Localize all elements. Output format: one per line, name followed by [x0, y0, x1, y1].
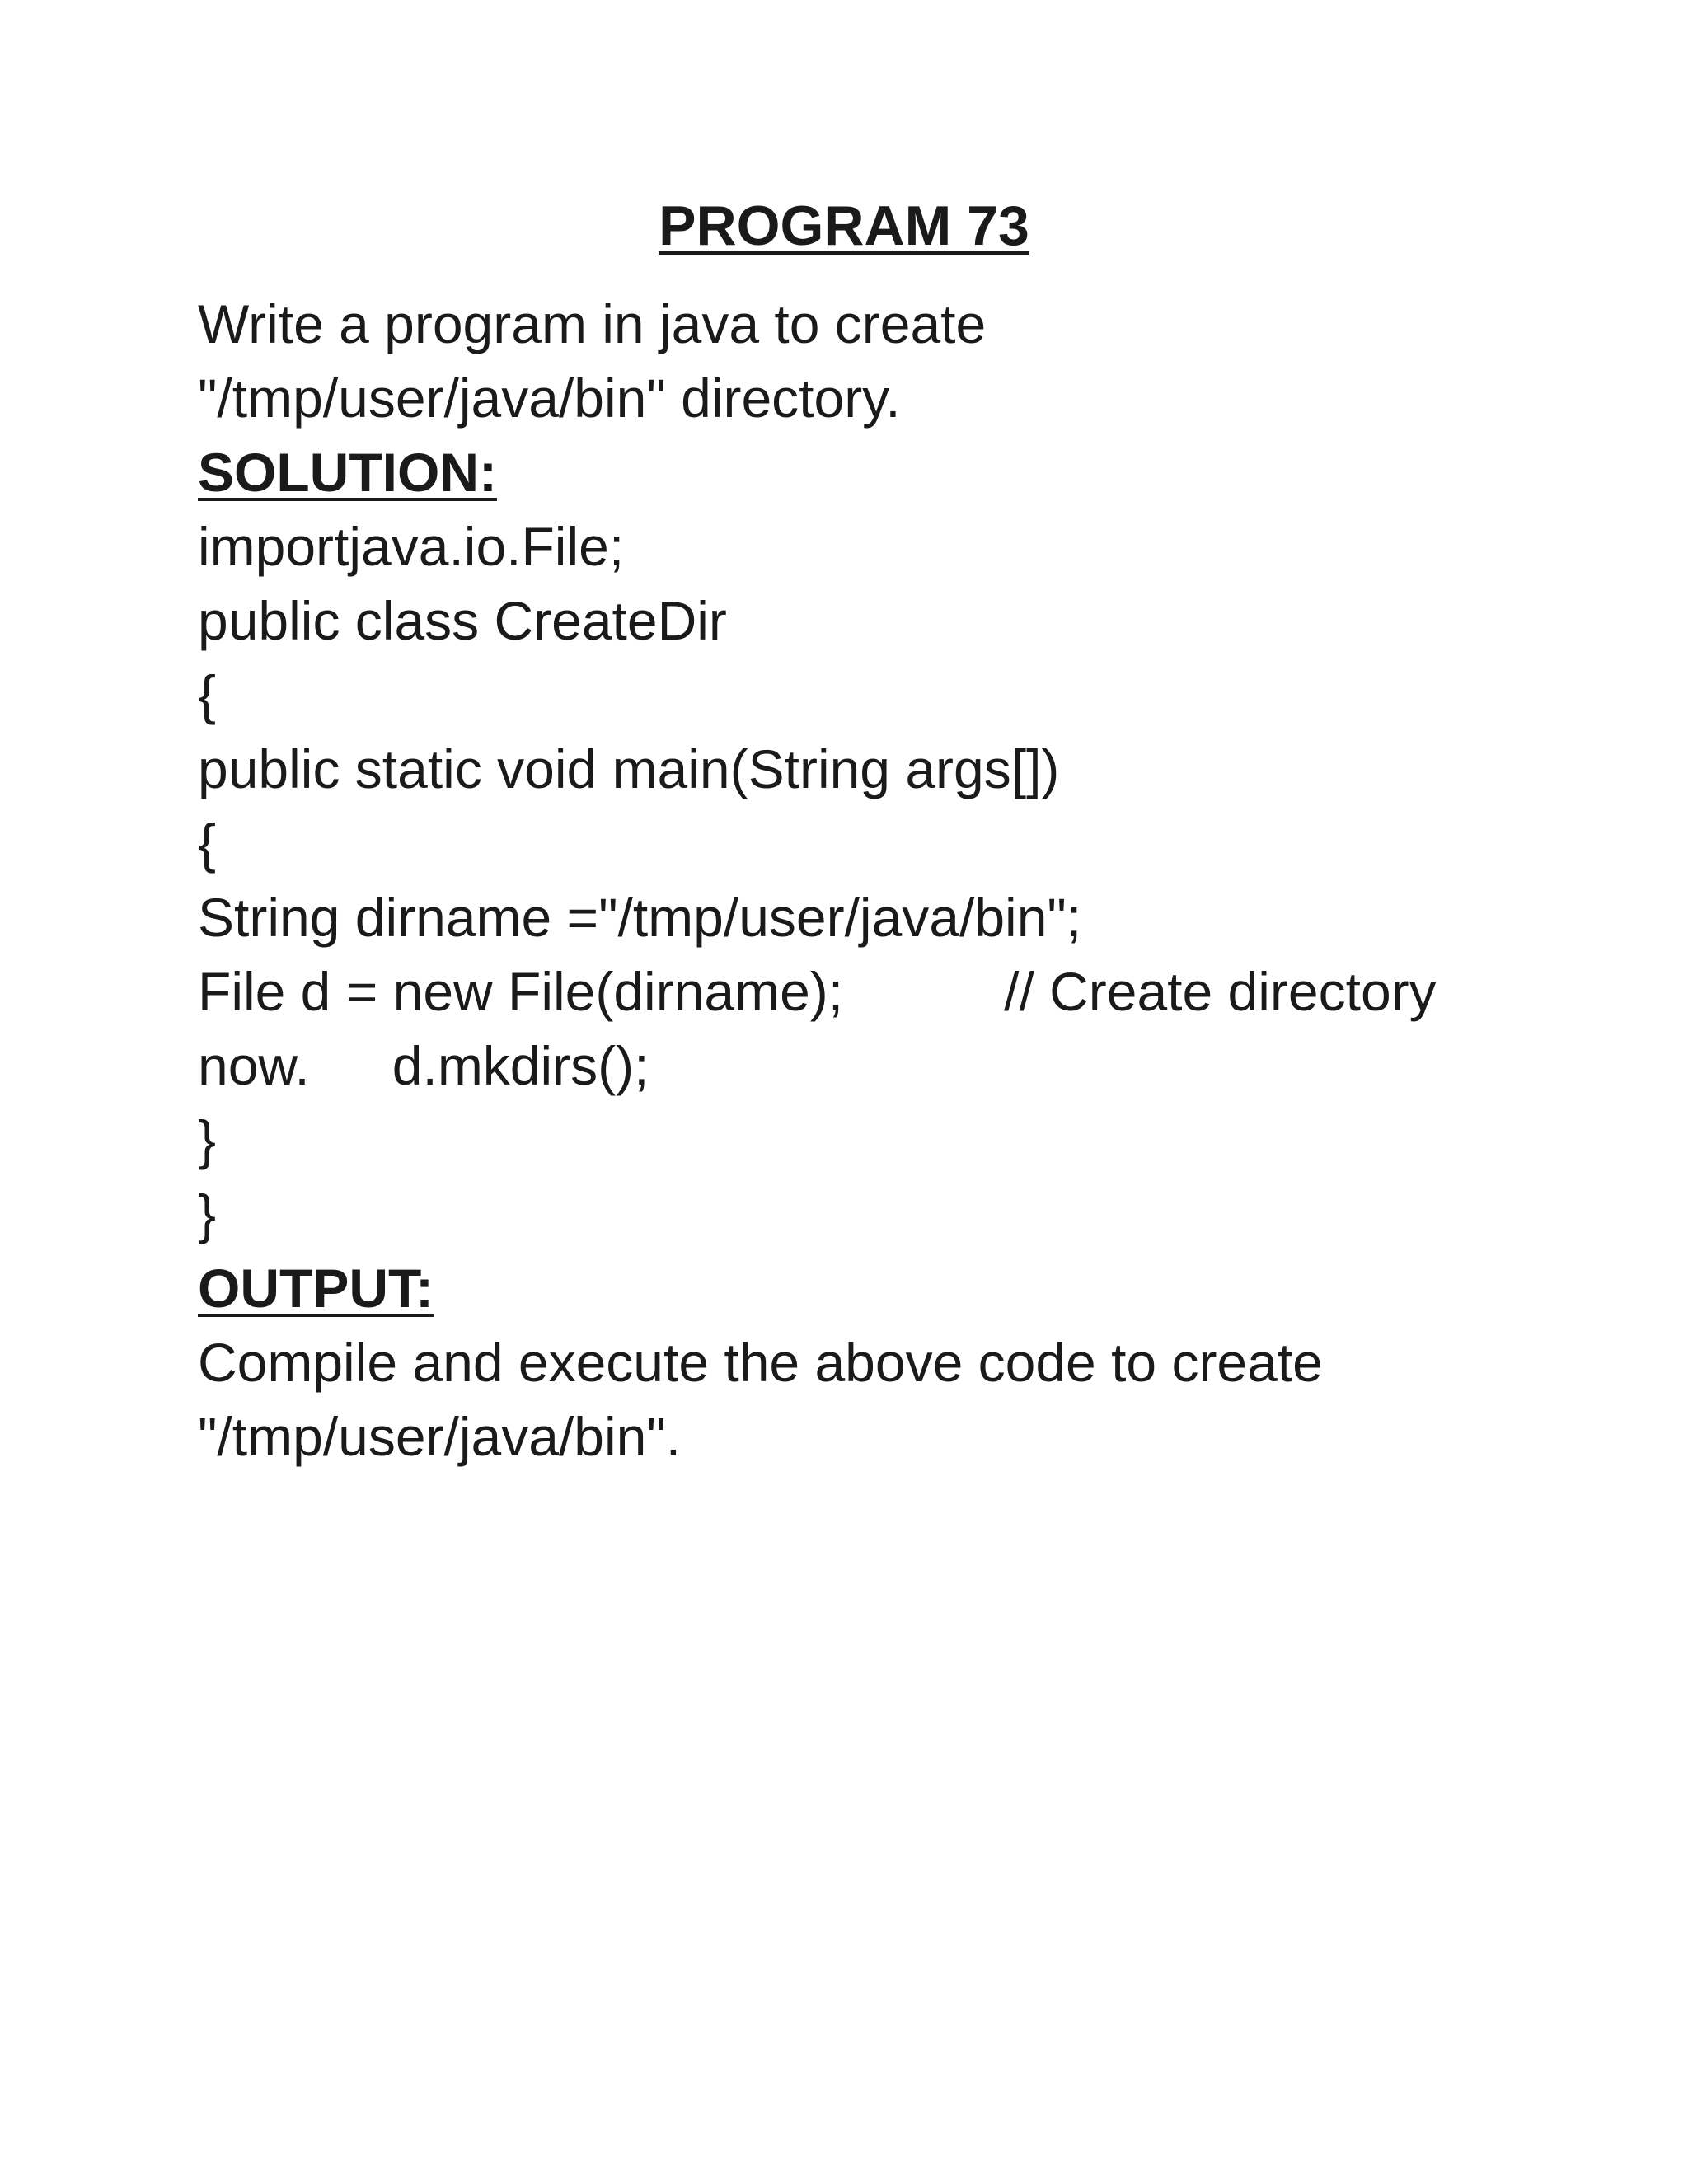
code-line-close-brace: }	[198, 1109, 217, 1170]
code-comment-continuation: now.	[198, 1035, 310, 1096]
output-heading-row	[198, 1251, 1599, 1325]
code-line-main: public static void main(String args[])	[198, 738, 1060, 799]
output-line-2: "/tmp/user/java/bin".	[198, 1406, 682, 1467]
output-line-1: Compile and execute the above code to create	[198, 1332, 1323, 1393]
solution-heading-row	[198, 435, 1599, 509]
code-line-close-brace-2: }	[198, 1183, 217, 1244]
document-body	[198, 287, 1599, 1474]
question-line-2: "/tmp/user/java/bin" directory.	[198, 368, 901, 429]
code-line-open-brace-2: {	[198, 813, 217, 874]
question-line-1: Write a program in java to create	[198, 293, 987, 354]
code-file-statement: File d = new File(dirname);	[198, 961, 844, 1022]
page-title: PROGRAM 73	[659, 194, 1029, 257]
code-line-import: importjava.io.File;	[198, 516, 625, 577]
output-heading: OUTPUT:	[198, 1258, 434, 1319]
code-line-class: public class CreateDir	[198, 590, 727, 651]
code-line-mkdirs	[198, 1029, 1599, 1103]
solution-heading: SOLUTION:	[198, 442, 497, 503]
code-line-open-brace: {	[198, 664, 217, 725]
code-line-file	[198, 954, 1599, 1029]
code-line-dirname: String dirname ="/tmp/user/java/bin";	[198, 887, 1082, 948]
code-mkdirs-statement: d.mkdirs();	[392, 1035, 649, 1096]
code-comment: // Create directory	[1004, 961, 1437, 1022]
